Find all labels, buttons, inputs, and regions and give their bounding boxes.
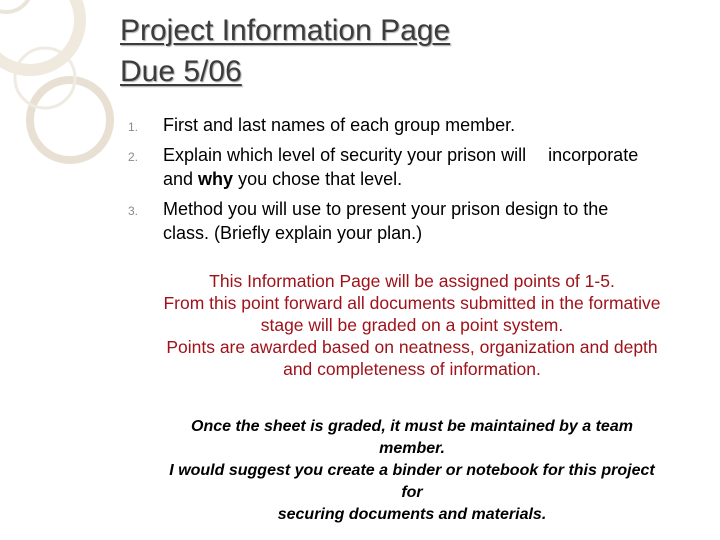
list-item-text bbox=[163, 197, 703, 245]
info-line: From this point forward all documents submitted in the formative bbox=[163, 293, 661, 313]
list-item-text: First and last names of each group member. bbox=[163, 115, 516, 135]
list-item-text-part: class. (Briefly explain your plan.) bbox=[163, 223, 423, 243]
list-item-text-part: incorporate bbox=[548, 145, 639, 165]
list-item-text-part: and bbox=[163, 169, 199, 189]
list-item-text-part: Method you will use to present your prison design to the bbox=[163, 199, 609, 219]
note-line: Once the sheet is graded, it must be maintained by a team bbox=[191, 418, 633, 435]
note-line: member. bbox=[379, 440, 445, 457]
note-paragraph bbox=[120, 416, 704, 526]
note-line: I would suggest you create a binder or notebook for this project bbox=[169, 462, 655, 479]
page-title bbox=[120, 10, 450, 92]
list-item-text-part: Explain which level of security your prison will bbox=[163, 145, 527, 165]
info-line: stage will be graded on a point system. bbox=[260, 315, 564, 335]
info-line: This Information Page will be assigned points of 1-5. bbox=[209, 271, 615, 291]
decorative-circles bbox=[0, 0, 120, 540]
title-line-1: Project Information Page bbox=[120, 14, 451, 47]
info-paragraph bbox=[120, 270, 704, 380]
note-line: for bbox=[401, 484, 423, 501]
list-item-number: 1. bbox=[128, 120, 139, 134]
list-item-text bbox=[163, 143, 703, 191]
note-line: securing documents and materials. bbox=[277, 506, 547, 523]
emphasis-text: why bbox=[198, 169, 234, 189]
title-line-2: Due 5/06 bbox=[120, 55, 242, 88]
list-item-number: 2. bbox=[128, 150, 139, 164]
info-line: and completeness of information. bbox=[283, 359, 541, 379]
info-line: Points are awarded based on neatness, organization and depth bbox=[166, 337, 658, 357]
list-item-number: 3. bbox=[128, 204, 139, 218]
list-item-text-part: you chose that level. bbox=[233, 169, 403, 189]
